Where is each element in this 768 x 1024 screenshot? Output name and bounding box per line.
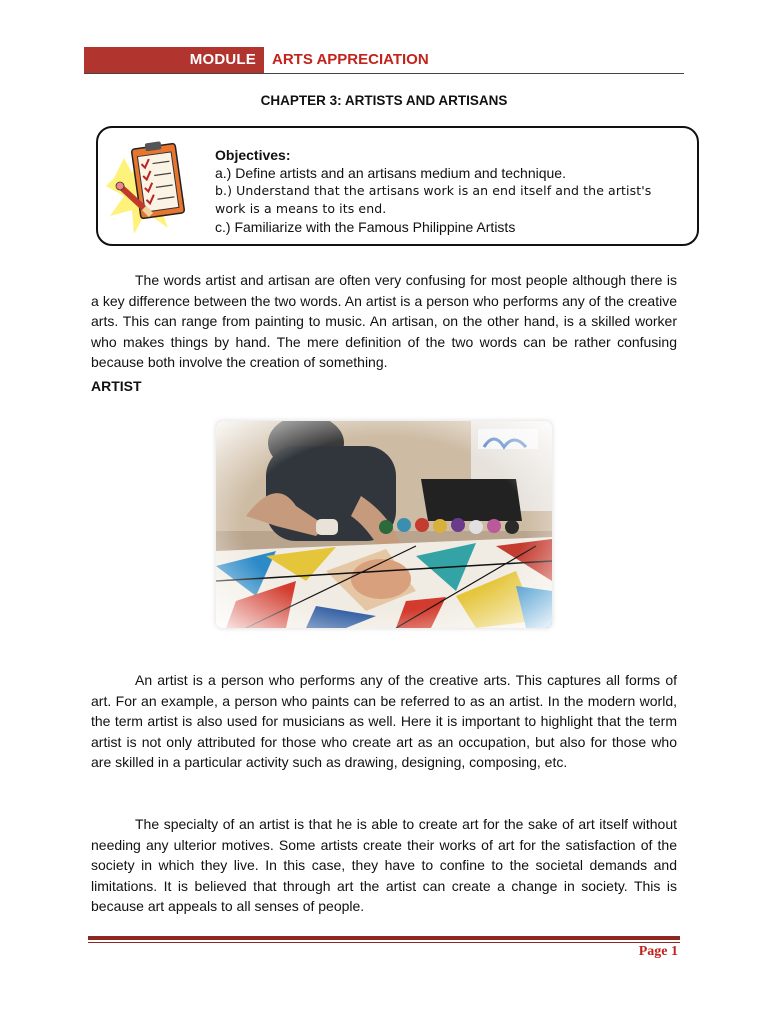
section-heading-artist: ARTIST: [91, 378, 142, 394]
intro-paragraph: [91, 270, 677, 373]
chapter-title: CHAPTER 3: ARTISTS AND ARTISANS: [260, 93, 508, 108]
module-label: MODULE: [189, 51, 256, 68]
module-title: ARTS APPRECIATION: [272, 51, 429, 68]
clipboard-icon: [104, 138, 194, 238]
footer-divider: [88, 936, 680, 940]
objective-item: a.) Define artists and an artisans medium and technique.: [215, 165, 566, 181]
objective-item: c.) Familiarize with the Famous Philippine Artists: [215, 219, 516, 235]
artist-paragraph-2-text: The specialty of an artist is that he is able to create art for the sake of art itself without needing any ulterior motives. Some artists create their works of art for the satisfaction of the society in which they live. In this case, they have to confine to the societal demands and limitations. It is believed that through art the artist can create a change in society. This is because art appeals to all senses of people.: [91, 816, 677, 915]
artist-painting-photo: [216, 421, 552, 628]
artist-paragraph-1-text: An artist is a person who performs any of the creative arts. This captures all forms of art. For an example, a person who paints can be referred to as an artist. In the modern world, the term artist is also used for musicians as well. Here it is important to highlight that the term artist is not only attributed for those who create art as an occupation, but also for those who are skilled in a particular activity such as drawing, designing, composing, etc.: [91, 672, 677, 771]
header-divider: [84, 73, 684, 74]
intro-paragraph-text: The words artist and artisan are often very confusing for most people although there is a key difference between the two words. An artist is a person who performs any of the creative arts. This can range from painting to music. An artisan, on the other hand, is a skilled worker who makes things by hand. The mere definition of the two words can be rather confusing because both involve the creation of something.: [91, 272, 677, 371]
page-number: Page 1: [638, 944, 678, 959]
artist-paragraph-1: [91, 670, 677, 773]
objectives-text: [215, 146, 680, 236]
module-label-band: [84, 47, 264, 74]
objective-item: b.) Understand that the artisans work is an end itself and the artist's work is a means to its end.: [215, 183, 652, 216]
artist-paragraph-2: [91, 814, 677, 917]
footer-divider-thin: [88, 942, 680, 943]
objectives-heading: Objectives:: [215, 147, 291, 163]
